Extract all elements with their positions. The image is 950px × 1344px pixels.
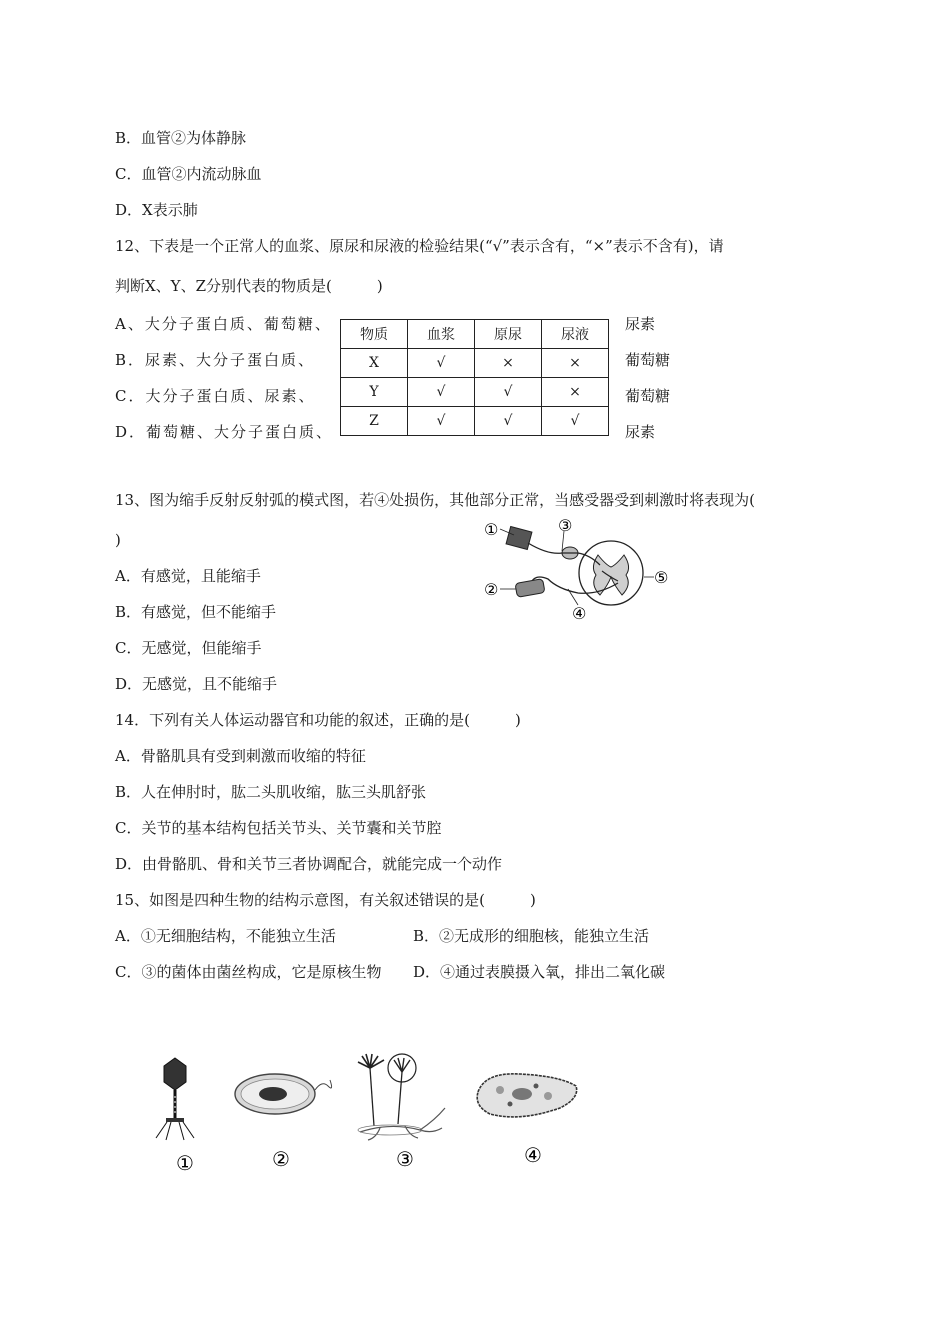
q12-option-d-tail: 尿素 [625,423,656,441]
org-label-1: ① [176,1151,194,1175]
table-cell: × [542,349,609,378]
q15-stem: 15、如图是四种生物的结构示意图，有关叙述错误的是( ) [115,891,536,909]
table-cell: √ [542,407,609,436]
q13-stem-line1: 13、图为缩手反射反射弧的模式图，若④处损伤，其他部分正常，当感受器受到刺激时将表现为( [115,491,755,509]
q12-option-d: D．葡萄糖、大分子蛋白质、 [115,423,334,441]
label-3: ③ [558,516,573,535]
org-label-2: ② [272,1147,290,1171]
q12-stem-line1: 12、下表是一个正常人的血浆、原尿和尿液的检验结果(“√”表示含有，“×”表示不含有)，请 [115,237,724,255]
bacteriophage-drawing [156,1058,194,1140]
label-5: ⑤ [654,568,669,587]
table-cell: √ [475,407,542,436]
q15-option-a: A．①无细胞结构，不能独立生活 [115,927,336,945]
q14-option-c: C．关节的基本结构包括关节头、关节囊和关节腔 [115,819,442,837]
q14-stem: 14．下列有关人体运动器官和功能的叙述，正确的是( ) [115,711,521,729]
q15-option-c: C．③的菌体由菌丝构成，它是原核生物 [115,963,382,981]
q12-option-c: C．大分子蛋白质、尿素、 [115,387,316,405]
mold-drawing [358,1054,445,1140]
table-cell: Y [341,378,408,407]
bacterium-drawing [235,1074,332,1114]
table-row [341,349,609,378]
label-2: ② [484,580,499,599]
q14-option-b: B．人在伸肘时，肱二头肌收缩，肱三头肌舒张 [115,783,427,801]
q13-stem-line2: ) [115,531,121,549]
org-label-4: ④ [524,1143,542,1167]
table-cell: Z [341,407,408,436]
q12-option-c-tail: 葡萄糖 [625,387,671,405]
organisms-figure [140,1050,600,1180]
q13-option-d: D．无感觉，且不能缩手 [115,675,278,693]
table-header-cell: 血浆 [408,320,475,349]
table-cell: × [475,349,542,378]
table-header-row [341,320,609,349]
table-header-cell: 原尿 [475,320,542,349]
q13-option-b: B．有感觉，但不能缩手 [115,603,277,621]
table-cell: X [341,349,408,378]
q12-table [340,319,609,436]
table-cell: √ [408,378,475,407]
table-header-cell: 物质 [341,320,408,349]
q14-option-d: D．由骨骼肌、骨和关节三者协调配合，就能完成一个动作 [115,855,503,873]
q12-option-a: A、大分子蛋白质、葡萄糖、 [115,315,332,333]
q14-option-a: A．骨骼肌具有受到刺激而收缩的特征 [115,747,366,765]
q13-option-c: C．无感觉，但能缩手 [115,639,262,657]
label-1: ① [484,520,499,539]
q12-option-b: B．尿素、大分子蛋白质、 [115,351,316,369]
org-label-3: ③ [396,1147,414,1171]
table-row [341,378,609,407]
q12-stem-line2: 判断X、Y、Z分别代表的物质是( ) [115,277,383,295]
table-header-cell: 尿液 [542,320,609,349]
table-cell: √ [408,349,475,378]
label-4: ④ [572,604,587,623]
reflex-arc-figure [478,515,678,625]
table-cell: √ [408,407,475,436]
q11-option-c: C．血管②内流动脉血 [115,165,262,183]
table-cell: √ [475,378,542,407]
q12-option-a-tail: 尿素 [625,315,656,333]
q11-option-d: D．X表示肺 [115,201,198,219]
q11-option-b: B．血管②为体静脉 [115,129,247,147]
table-cell: × [542,378,609,407]
q15-option-d: D．④通过表膜摄入氧，排出二氧化碳 [413,963,666,981]
q13-option-a: A．有感觉，且能缩手 [115,567,261,585]
grey-matter [593,555,628,595]
q15-option-b: B．②无成形的细胞核，能独立生活 [413,927,650,945]
receptor [506,526,532,549]
q12-option-b-tail: 葡萄糖 [625,351,671,369]
table-row [341,407,609,436]
paramecium-drawing [477,1074,576,1117]
effector [515,579,545,598]
